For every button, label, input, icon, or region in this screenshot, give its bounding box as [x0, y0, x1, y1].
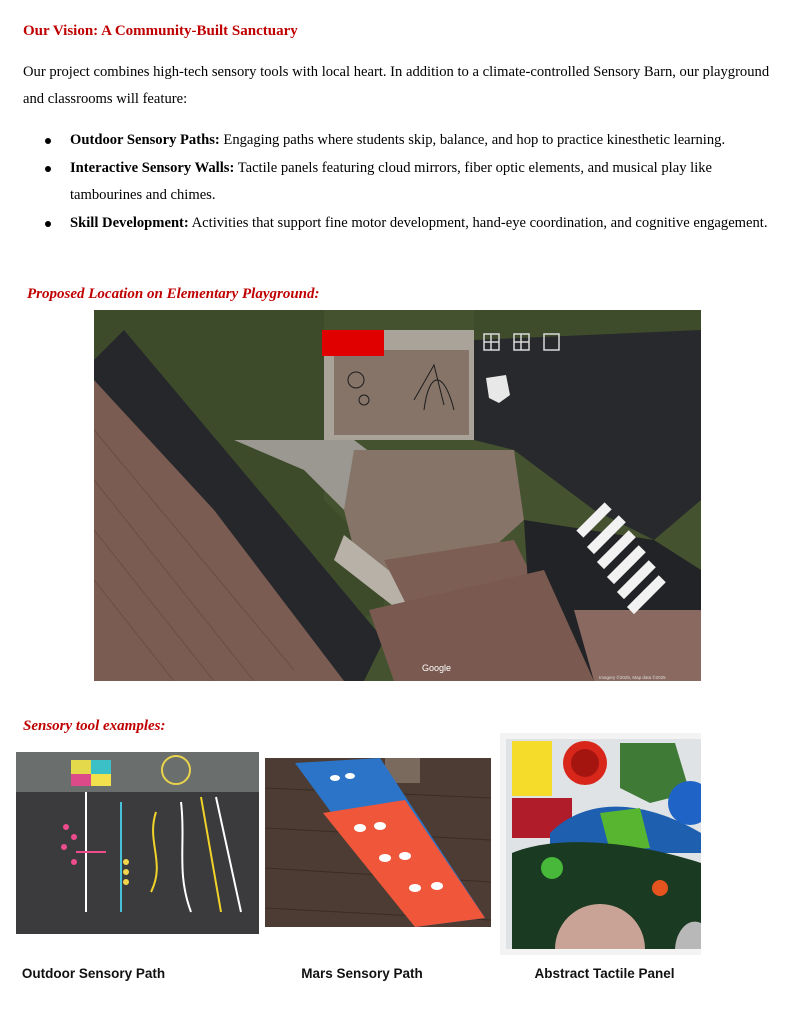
feature-list	[23, 127, 773, 238]
list-item	[23, 210, 773, 237]
list-item	[23, 127, 773, 154]
caption-abstract-tactile-panel: Abstract Tactile Panel	[534, 966, 675, 981]
list-item	[23, 155, 773, 209]
feature-term: Skill Development:	[70, 215, 189, 231]
vision-title: Our Vision: A Community-Built Sanctuary	[23, 23, 298, 39]
tactile-panel-photo	[500, 733, 701, 955]
bullet-icon	[45, 138, 51, 144]
mars-path-photo	[265, 758, 491, 927]
outdoor-path-photo	[16, 752, 259, 934]
bullet-icon	[45, 166, 51, 172]
feature-text: Tactile panels featuring cloud mirrors, fiber optic elements, and musical play like tambourines and chimes.	[70, 160, 713, 203]
feature-text: Activities that support fine motor development, hand-eye coordination, and cognitive engagement.	[188, 215, 768, 231]
aerial-map-image	[94, 310, 701, 681]
caption-outdoor-sensory-path: Outdoor Sensory Path	[21, 966, 166, 981]
vision-intro: Our project combines high-tech sensory tools with local heart. In addition to a climate-controlled Sensory Barn, our playground and classrooms will feature:	[23, 64, 770, 107]
location-label: Proposed Location on Elementary Playground:	[27, 286, 320, 302]
map-watermark: Google	[422, 663, 452, 673]
feature-term: Outdoor Sensory Paths:	[70, 132, 220, 148]
feature-term: Interactive Sensory Walls:	[70, 160, 235, 176]
map-attribution: Imagery ©2025, Map data ©2025	[599, 675, 666, 680]
bullet-icon	[45, 221, 51, 227]
caption-mars-sensory-path: Mars Sensory Path	[301, 966, 423, 981]
feature-text: Engaging paths where students skip, balance, and hop to practice kinesthetic learning.	[219, 132, 726, 148]
examples-label: Sensory tool examples:	[23, 718, 166, 734]
